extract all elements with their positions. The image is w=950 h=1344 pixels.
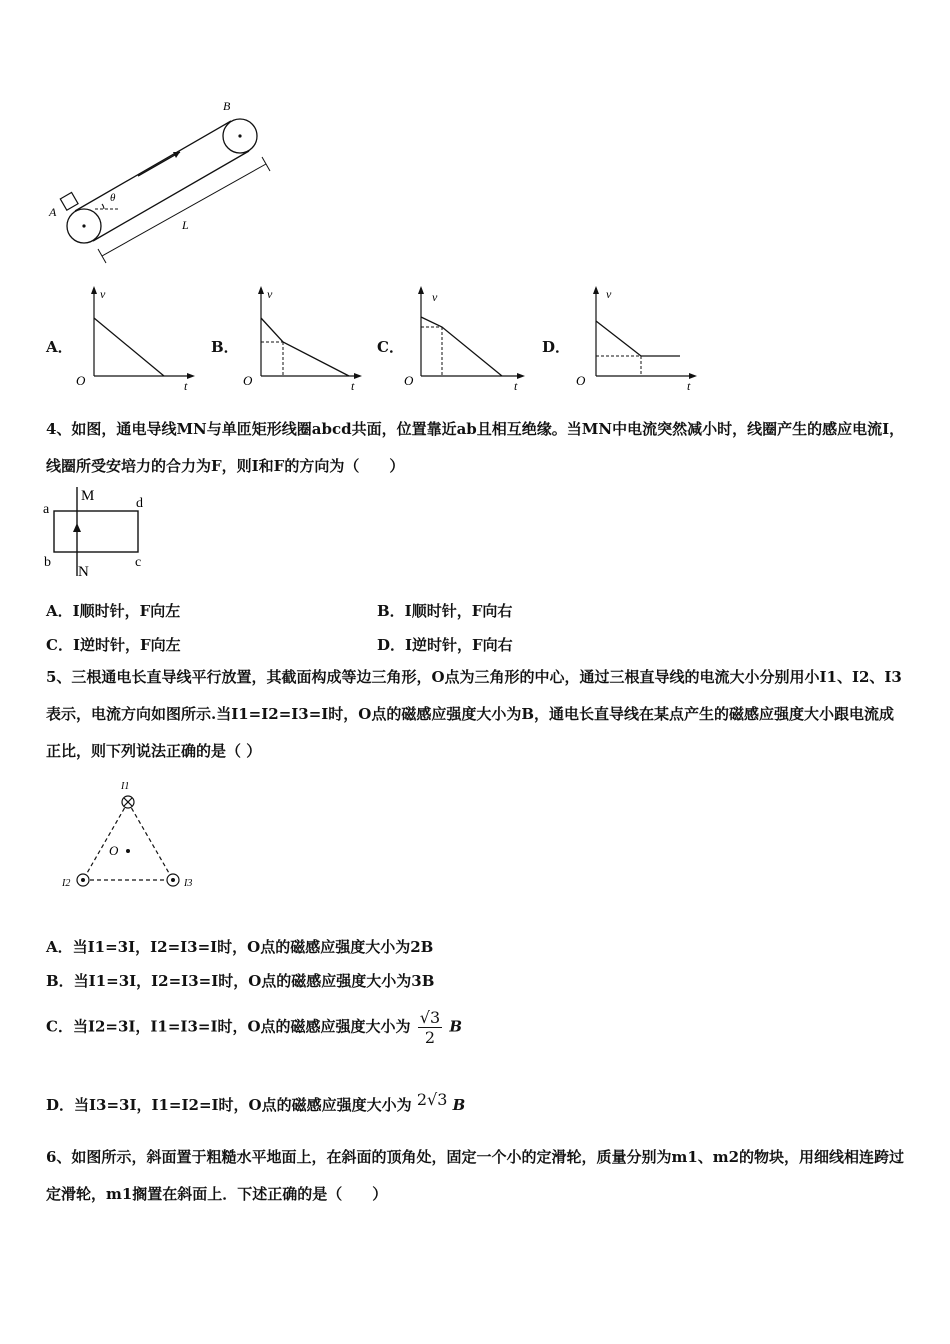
q4-option-a: A．I顺时针，F向左 <box>46 602 181 620</box>
label-l: L <box>182 218 189 232</box>
axis-t: t <box>351 379 355 393</box>
option-b-label: B． <box>211 338 239 356</box>
q5-option-c-row <box>46 1008 462 1047</box>
q5-option-c-unit: B <box>449 1017 463 1036</box>
graph-d <box>574 284 704 394</box>
axis-v: v <box>432 290 438 304</box>
option-c-label: C． <box>377 338 404 356</box>
sqrt3-over-2: $\frac{√3}{2}$ <box>419 1008 441 1047</box>
conveyor-belt-figure <box>40 92 285 267</box>
wire-loop-figure <box>40 484 160 580</box>
q4-option-c: C．I逆时针，F向左 <box>46 636 181 654</box>
label-theta: θ <box>110 192 116 204</box>
label-i1: I1 <box>121 781 130 792</box>
q5-option-b: B．当I1=3I，I2=I3=I时，O点的磁感应强度大小为3B <box>46 972 435 990</box>
label-c: c <box>135 555 142 570</box>
axis-v: v <box>606 287 612 301</box>
q5-option-d-unit: B <box>452 1096 466 1114</box>
origin: O <box>243 373 253 388</box>
q5-option-d: D．当I3=3I，I1=I2=I时，O点的磁感应强度大小为 <box>46 1096 412 1114</box>
two-sqrt3: 2√3 <box>416 1090 448 1109</box>
q4-option-d: D．I逆时针，F向右 <box>377 636 513 654</box>
q5-option-c: C．当I2=3I，I1=I3=I时，O点的磁感应强度大小为 <box>46 1017 411 1036</box>
origin: O <box>576 373 586 388</box>
axis-t: t <box>514 379 518 393</box>
q4-option-b: B．I顺时针，F向右 <box>377 602 513 620</box>
loop-abcd <box>54 511 138 552</box>
graph-b <box>237 284 367 394</box>
axis-v: v <box>267 287 273 301</box>
q5-option-a: A．当I1=3I，I2=I3=I时，O点的磁感应强度大小为2B <box>46 938 434 956</box>
option-d-label: D． <box>542 338 571 356</box>
origin: O <box>76 373 86 388</box>
three-wires-figure <box>58 776 203 898</box>
label-b: b <box>44 555 51 570</box>
question-5-text: 5、三根通电长直导线平行放置，其截面构成等边三角形，O点为三角形的中心，通过三根直导线的电流大小分别用小I1、I2、I3表示，电流方向如图所示.当I1=I2=I3=I时，O点的磁感应强度大小为B，通电长直导线在某点产生的磁感应强度大小跟电流成正比，则下列说法正确的是（ ） <box>46 668 902 760</box>
axis-v: v <box>100 287 106 301</box>
q5-option-d-row <box>46 1090 466 1115</box>
center-point <box>126 849 130 853</box>
label-b: B <box>223 99 231 113</box>
origin: O <box>404 373 414 388</box>
question-6-text: 6、如图所示，斜面置于粗糙水平地面上，在斜面的顶角处，固定一个小的定滑轮，质量分别为m1、m2的物块，用细线相连跨过定滑轮，m1搁置在斜面上．下述正确的是（ ） <box>46 1148 905 1203</box>
axis-t: t <box>687 379 691 393</box>
block <box>60 192 78 210</box>
label-i3: I3 <box>184 878 193 889</box>
question-4-text: 4、如图，通电导线MN与单匝矩形线圈abcd共面，位置靠近ab且相互绝缘。当MN中电流突然减小时，线圈产生的感应电流I，线圈所受安培力的合力为F，则I和F的方向为（ ） <box>46 420 905 475</box>
label-i2: I2 <box>62 878 71 889</box>
label-a: A <box>49 205 57 219</box>
label-d: d <box>136 496 143 511</box>
graph-c <box>402 284 532 394</box>
label-n: N <box>78 564 89 580</box>
label-a: a <box>43 502 50 517</box>
label-m: M <box>81 488 95 504</box>
label-o: O <box>109 843 119 858</box>
option-a-label: A． <box>46 338 73 356</box>
axis-t: t <box>184 379 188 393</box>
graph-a <box>70 284 200 394</box>
